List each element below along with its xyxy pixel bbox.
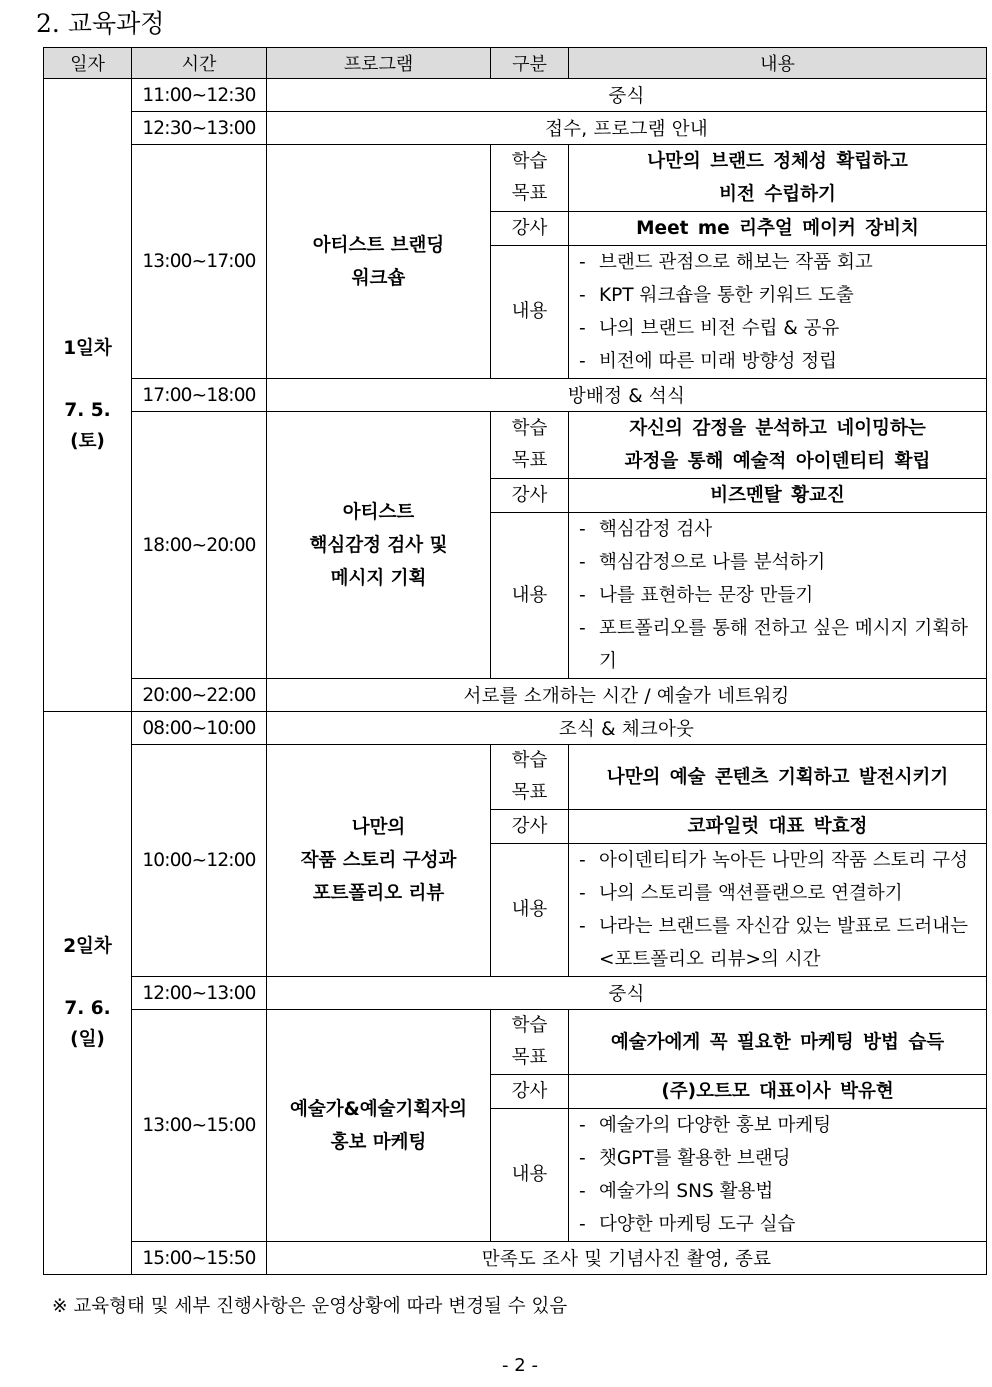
table-row (44, 112, 987, 145)
day1-cell (44, 79, 132, 712)
table-row (44, 712, 987, 745)
program-title-line: 홍보 마케팅 (330, 1131, 427, 1153)
goal-label-line: 목표 (511, 183, 548, 204)
program-title-line: 핵심감정 검사 및 (309, 534, 448, 556)
instructor-name: (주)오트모 대표이사 박유현 (569, 1075, 987, 1109)
list-item: - 나의 브랜드 비전 수립 & 공유 (579, 318, 840, 339)
day1-date: 7. 5. (64, 400, 111, 421)
program-cell (267, 412, 491, 679)
list-item: - 예술가의 SNS 활용법 (579, 1181, 774, 1202)
day2-cell (44, 712, 132, 1275)
program-title-line: 포트폴리오 리뷰 (312, 883, 445, 904)
time-cell: 08:00~10:00 (132, 712, 267, 745)
goal-label (491, 1010, 569, 1075)
instructor-name: 비즈멘탈 황교진 (569, 479, 987, 513)
col-header-program: 프로그램 (267, 48, 491, 79)
day2-weekday: (일) (70, 1029, 105, 1050)
time-cell: 18:00~20:00 (132, 412, 267, 679)
goal-text-line: 나만의 브랜드 정체성 확립하고 (647, 151, 908, 172)
day2-label: 2일차 (63, 936, 112, 957)
program-cell (267, 145, 491, 379)
time-cell: 10:00~12:00 (132, 745, 267, 977)
goal-label-line: 목표 (511, 450, 548, 471)
goal-label (491, 745, 569, 810)
content-list (569, 844, 987, 977)
curriculum-table (43, 47, 987, 1275)
goal-label (491, 412, 569, 479)
program-title-line: 나만의 (351, 817, 406, 838)
page-number: - 2 - (502, 1355, 538, 1376)
full-row-text: 조식 & 체크아웃 (267, 712, 987, 745)
instructor-label: 강사 (491, 810, 569, 844)
list-item: - 포트폴리오를 통해 전하고 싶은 메시지 기획하기 (579, 618, 968, 672)
time-cell: 15:00~15:50 (132, 1242, 267, 1275)
time-cell: 11:00~12:30 (132, 79, 267, 112)
table-row (44, 1242, 987, 1275)
goal-text: 나만의 예술 콘텐츠 기획하고 발전시키기 (569, 745, 987, 810)
list-item: - 핵심감정으로 나를 분석하기 (579, 552, 826, 573)
list-item: - 다양한 마케팅 도구 실습 (579, 1214, 796, 1235)
list-item: - 아이덴티티가 녹아든 나만의 작품 스토리 구성 (579, 850, 968, 871)
goal-label (491, 145, 569, 212)
table-row (44, 379, 987, 412)
table-row (44, 79, 987, 112)
time-cell: 13:00~17:00 (132, 145, 267, 379)
day1-label: 1일차 (63, 338, 112, 359)
instructor-name: 코파일럿 대표 박효정 (569, 810, 987, 844)
instructor-label: 강사 (491, 1075, 569, 1109)
goal-text (569, 412, 987, 479)
list-item: - 예술가의 다양한 홍보 마케팅 (579, 1115, 832, 1136)
program-title-line: 아티스트 브랜딩 (312, 234, 445, 256)
time-cell: 20:00~22:00 (132, 679, 267, 712)
time-cell: 13:00~15:00 (132, 1010, 267, 1242)
goal-text (569, 145, 987, 212)
goal-text: 예술가에게 꼭 필요한 마케팅 방법 습득 (569, 1010, 987, 1075)
footnote: ※ 교육형태 및 세부 진행사항은 운영상황에 따라 변경될 수 있음 (52, 1296, 568, 1317)
instructor-name: Meet me 리추얼 메이커 장비치 (569, 212, 987, 246)
instructor-label: 강사 (491, 479, 569, 513)
time-cell: 12:00~13:00 (132, 977, 267, 1010)
goal-label-line: 목표 (511, 1047, 548, 1068)
table-row (44, 679, 987, 712)
list-item: - 나의 스토리를 액션플랜으로 연결하기 (579, 883, 903, 904)
col-header-time: 시간 (132, 48, 267, 79)
list-item: - KPT 워크숍을 통한 키워드 도출 (579, 285, 854, 306)
content-label: 내용 (491, 513, 569, 679)
content-label: 내용 (491, 1109, 569, 1242)
program-title-line: 메시지 기획 (330, 567, 427, 589)
day2-date: 7. 6. (64, 998, 111, 1019)
list-item: - 나를 표현하는 문장 만들기 (579, 585, 814, 606)
program-title-line: 아티스트 (342, 501, 415, 523)
full-row-text: 중식 (267, 79, 987, 112)
full-row-text: 만족도 조사 및 기념사진 촬영, 종료 (267, 1242, 987, 1275)
content-list (569, 246, 987, 379)
goal-label-line: 학습 (511, 151, 548, 172)
goal-label-line: 목표 (511, 782, 548, 803)
content-label: 내용 (491, 246, 569, 379)
col-header-date: 일자 (44, 48, 132, 79)
program-title-line: 작품 스토리 구성과 (300, 850, 457, 871)
col-header-content: 내용 (569, 48, 987, 79)
content-list (569, 1109, 987, 1242)
program-title-line: 워크숍 (351, 267, 406, 289)
program-cell (267, 745, 491, 977)
full-row-text: 방배정 & 석식 (267, 379, 987, 412)
table-header-row (44, 48, 987, 79)
goal-text-line: 자신의 감정을 분석하고 네이밍하는 (629, 418, 926, 439)
list-item: - 핵심감정 검사 (579, 519, 713, 540)
list-item: - 나라는 브랜드를 자신감 있는 발표로 드러내는 <포트폴리오 리뷰>의 시간 (579, 916, 968, 970)
program-title-line: 예술가&예술기획자의 (290, 1098, 467, 1120)
time-cell: 17:00~18:00 (132, 379, 267, 412)
content-label: 내용 (491, 844, 569, 977)
full-row-text: 접수, 프로그램 안내 (267, 112, 987, 145)
list-item: - 비전에 따른 미래 방향성 정립 (579, 351, 837, 372)
section-heading: 2. 교육과정 (36, 9, 165, 38)
list-item: - 브랜드 관점으로 해보는 작품 회고 (579, 252, 873, 273)
program-cell (267, 1010, 491, 1242)
day1-weekday: (토) (70, 431, 105, 452)
instructor-label: 강사 (491, 212, 569, 246)
col-header-category: 구분 (491, 48, 569, 79)
goal-label-line: 학습 (511, 750, 548, 771)
table-row (44, 977, 987, 1010)
content-list (569, 513, 987, 679)
goal-label-line: 학습 (511, 418, 548, 439)
time-cell: 12:30~13:00 (132, 112, 267, 145)
goal-label-line: 학습 (511, 1015, 548, 1036)
goal-text-line: 비전 수립하기 (719, 184, 836, 205)
list-item: - 챗GPT를 활용한 브랜딩 (579, 1148, 791, 1169)
goal-text-line: 과정을 통해 예술적 아이덴티티 확립 (624, 451, 931, 472)
full-row-text: 서로를 소개하는 시간 / 예술가 네트워킹 (267, 679, 987, 712)
full-row-text: 중식 (267, 977, 987, 1010)
